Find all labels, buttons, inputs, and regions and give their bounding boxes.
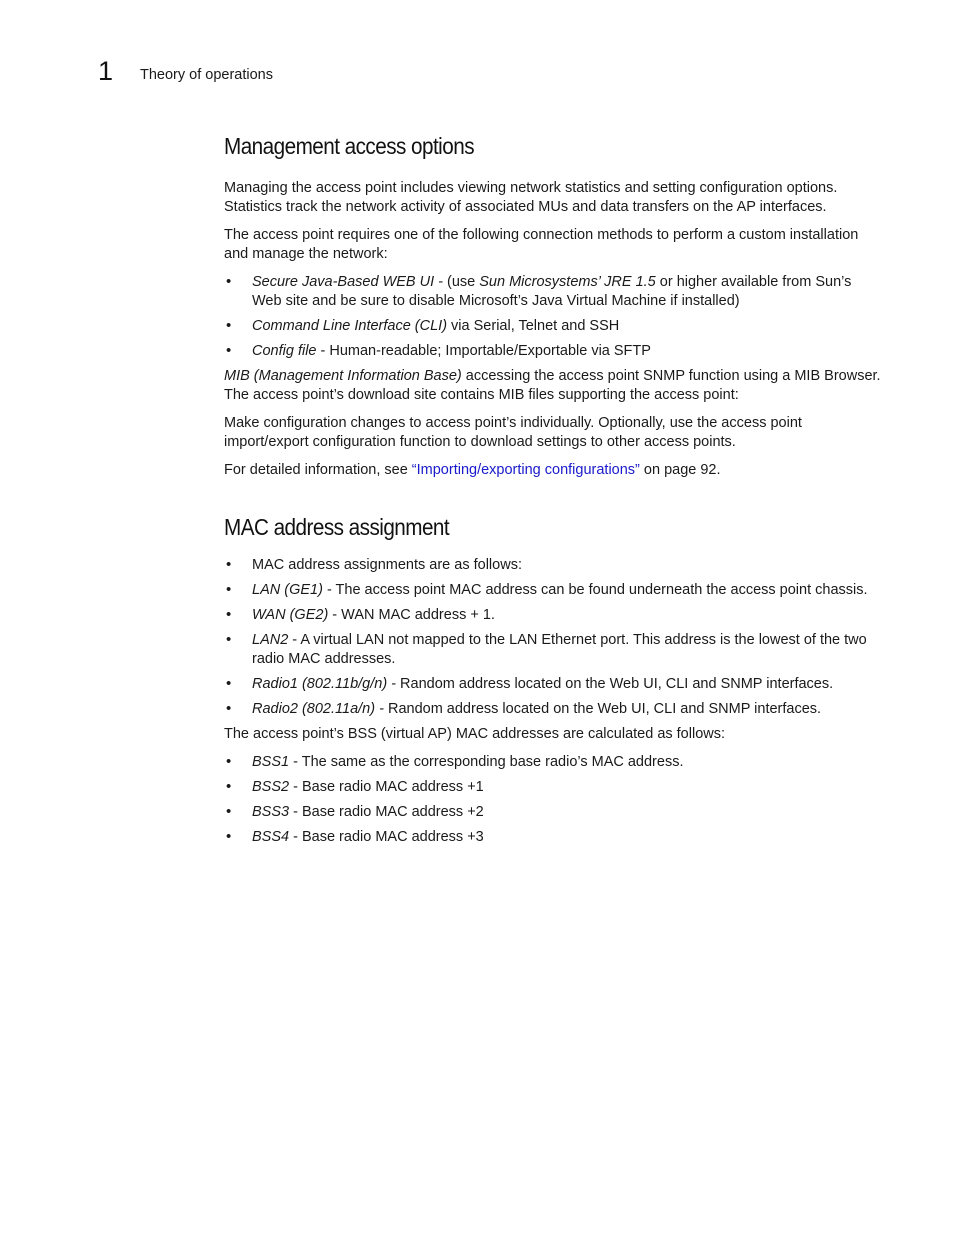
list-item <box>224 631 884 669</box>
paragraph: The access point requires one of the following connection methods to perform a custom installation and manage the network: <box>224 227 859 262</box>
paragraph-text: on page 92. <box>639 462 721 478</box>
item-term: LAN (GE1) <box>252 582 323 598</box>
item-term: LAN2 <box>252 632 289 648</box>
item-text: - WAN MAC address + 1. <box>328 607 495 623</box>
list-item <box>224 700 884 719</box>
paragraph <box>224 461 884 480</box>
connection-methods-list <box>224 273 884 361</box>
item-text: - The same as the corresponding base radio’s MAC address. <box>289 754 684 770</box>
section-heading: MAC address assignment <box>224 514 450 540</box>
list-item <box>224 317 884 336</box>
item-term: Config file <box>252 343 317 359</box>
list-item <box>224 753 884 772</box>
list-item <box>224 556 884 575</box>
section-heading: Management access options <box>224 133 475 159</box>
chapter-title: Theory of operations <box>140 67 273 83</box>
list-item <box>224 581 884 600</box>
item-text: - The access point MAC address can be found underneath the access point chassis. <box>322 582 868 598</box>
section-mac-address <box>224 512 884 847</box>
list-item <box>224 803 884 822</box>
importing-exporting-link[interactable]: “Importing/exporting configurations” <box>411 462 640 478</box>
mac-assignments-list <box>224 556 884 719</box>
item-term: BSS3 <box>252 804 290 820</box>
item-text: Random address located on the Web UI, CLI and SNMP interfaces. <box>396 676 834 692</box>
list-item <box>224 828 884 847</box>
list-item <box>224 675 884 694</box>
item-term: BSS4 <box>252 829 290 845</box>
page-content <box>224 131 884 853</box>
item-text: - Base radio MAC address +1 <box>289 779 484 795</box>
paragraph: The access point’s BSS (virtual AP) MAC addresses are calculated as follows: <box>224 726 726 742</box>
item-term: WAN (GE2) <box>252 607 329 623</box>
item-text: MAC address assignments are as follows: <box>252 557 522 573</box>
item-term: Command Line Interface (CLI) <box>252 318 448 334</box>
item-text: - Base radio MAC address +2 <box>289 804 484 820</box>
paragraph: Make configuration changes to access point’s individually. Optionally, use the access point import/export configuration function to download settings to other access points. <box>224 415 802 450</box>
item-term: BSS2 <box>252 779 290 795</box>
item-text: Random address located on the Web UI, CLI and SNMP interfaces. <box>383 701 822 717</box>
paragraph-text: For detailed information, see <box>224 462 412 478</box>
section-management-access <box>224 131 884 480</box>
item-text: - Base radio MAC address +3 <box>289 829 484 845</box>
bss-list <box>224 753 884 847</box>
item-term: Sun Microsystems’ JRE 1.5 <box>479 274 656 290</box>
item-text: (use <box>447 274 480 290</box>
list-item <box>224 273 884 311</box>
item-text: - Human-readable; Importable/Exportable via SFTP <box>316 343 651 359</box>
paragraph-text: accessing the access point SNMP function using a MIB Browser. The access point’s download site contains MIB files supporting the access point: <box>224 368 881 403</box>
item-term: Radio2 (802.11a/n) - <box>252 701 384 717</box>
item-term: MIB (Management Information Base) <box>224 368 462 384</box>
list-item <box>224 606 884 625</box>
list-item <box>224 778 884 797</box>
item-text: or higher available from Sun’s Web site and be sure to disable Microsoft’s Java Virtual Machine if installed) <box>252 274 852 309</box>
chapter-number: 1 <box>98 56 114 86</box>
paragraph: Managing the access point includes viewing network statistics and setting configuration options. Statistics track the network activity of associated MUs and data transfers on the AP interfaces. <box>224 180 838 215</box>
item-text: - A virtual LAN not mapped to the LAN Ethernet port. This address is the lowest of the two radio MAC addresses. <box>252 632 867 667</box>
item-text: via Serial, Telnet and SSH <box>447 318 620 334</box>
paragraph <box>224 367 884 405</box>
item-term: Radio1 (802.11b/g/n) - <box>252 676 397 692</box>
item-term: BSS1 <box>252 754 290 770</box>
item-term: Secure Java-Based WEB UI - <box>252 274 448 290</box>
list-item <box>224 342 884 361</box>
